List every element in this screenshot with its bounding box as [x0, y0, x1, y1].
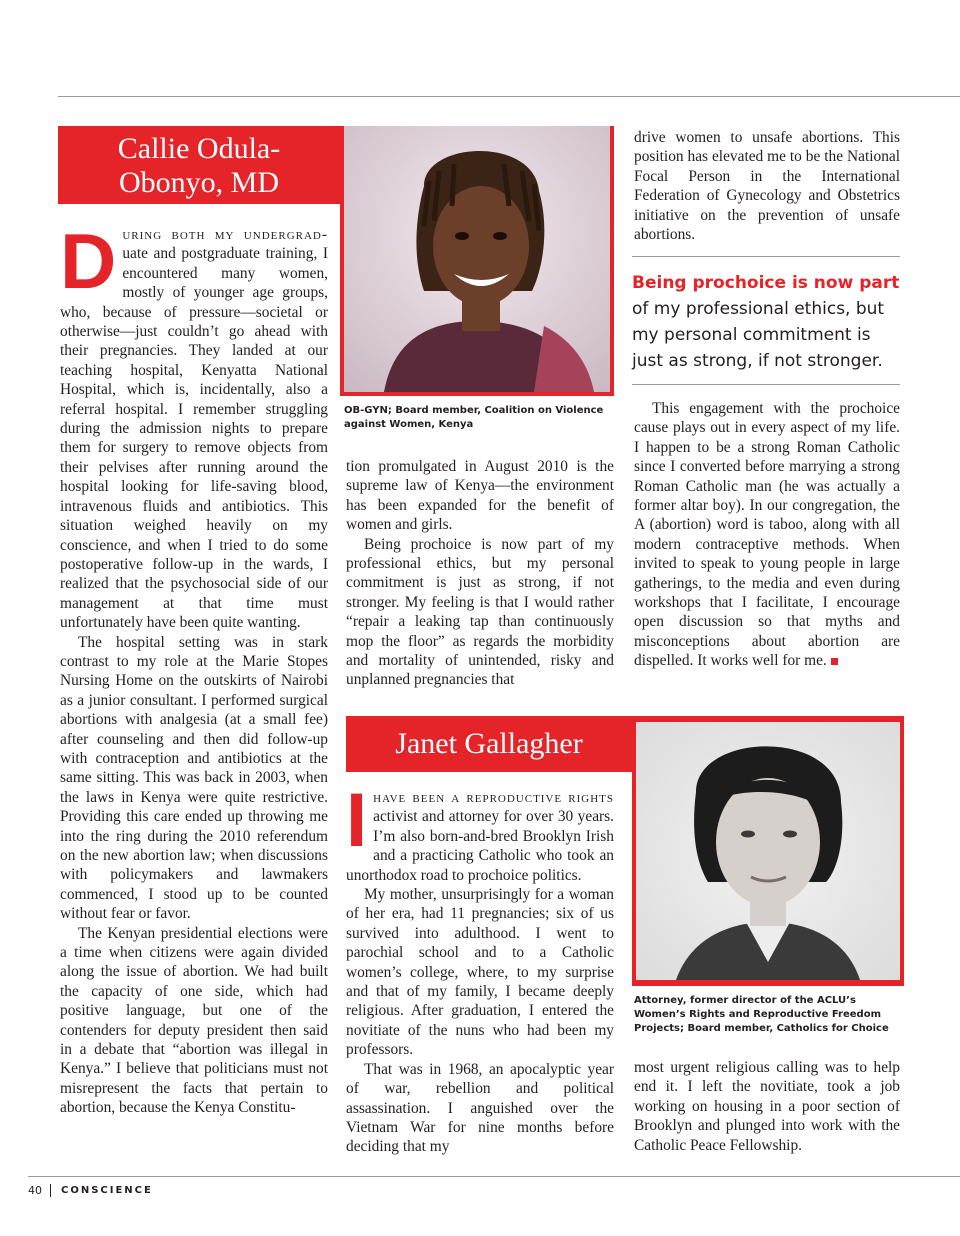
janet-photo	[636, 722, 900, 980]
end-mark-icon	[831, 658, 838, 665]
janet-paragraph-2: My mother, unsurprisingly for a woman of her era, had 11 pregnancies; six of us survived into adulthood. I went to parochial school and to a Catholic women’s college, where, to my surprise and that of my family, I became deeply religious. After graduation, I entered the novitiate of the nuns who had been my professors.	[346, 886, 614, 1059]
callie-dropcap: D	[60, 217, 117, 305]
pullquote-lead: Being prochoice is now part	[632, 273, 900, 293]
janet-name-box	[346, 716, 632, 772]
janet-caption: Attorney, former director of the ACLU’s Women’s Rights and Reproductive Freedom Projects; Board member, Catholics for Choice	[634, 995, 889, 1034]
callie-paragraph-2: The hospital setting was in stark contrast to my role at the Marie Stopes Nursing Home on the outskirts of Nairobi as a junior consultant. I performed surgical abortions with analgesia (at a small fee) after counseling and then did follow-up with contraception and antibiotics at the same sitting. This was back in 2003, when the laws in Kenya were quite restrictive. Providing this care ended up throwing me into the ring during the 2010 referendum on the new abortion law; when discussions with policymakers and lawmakers commenced, I stood up to be counted without fear or favor.	[60, 633, 328, 923]
top-rule	[58, 96, 960, 97]
callie-photo	[344, 126, 610, 392]
pullquote-text: of my professional ethics, but my personal commitment is just as strong, if not stronger.	[632, 299, 885, 371]
janet-name: Janet Gallagher	[395, 727, 583, 760]
pullquote	[632, 270, 900, 374]
callie-lead-smallcaps: uring both my undergrad-	[122, 226, 328, 243]
janet-paragraph-4: most urgent religious calling was to help end it. I left the novitiate, took a job working on housing in a poor section of Brooklyn and plunged into work with the Catholic Peace Fellowship.	[634, 1059, 900, 1154]
callie-name-line2: Obonyo, MD	[118, 166, 279, 199]
callie-paragraph-7: This engagement with the prochoice cause plays out in every aspect of my life. I happen to be a strong Roman Catholic since I converted before marrying a strong Roman Catholic man (he was actually a former altar boy). In our congregation, the A (abortion) word is taboo, along with all modern contraceptive methods. When invited to speak to young people in large gatherings, to the media and even during workshops that I facilitate, I encourage open discussion so that myths and misconceptions about abortion are dispelled. It works well for me.	[634, 400, 900, 670]
janet-dropcap: I	[346, 778, 368, 863]
janet-lead-smallcaps: have been a reproductive rights	[373, 789, 614, 806]
callie-caption: OB-GYN; Board member, Coalition on Violence against Women, Kenya	[344, 405, 604, 430]
page-number: 40	[28, 1184, 51, 1197]
pullquote-rule-bottom	[632, 384, 900, 385]
folio	[28, 1184, 153, 1197]
bottom-rule	[28, 1176, 960, 1177]
callie-paragraph-4: tion promulgated in August 2010 is the supreme law of Kenya—the environment has been expanded for the benefit of women and girls.	[346, 458, 614, 534]
callie-paragraph-3: The Kenyan presidential elections were a time when citizens were again divided along the issue of abortion. We had built the capacity of one side, which had positive language, but one of the contenders for deputy president then said in a debate that “abortion was illegal in Kenya.” I believe that politicians must not misrepresent the facts that pertain to abortion, because the Kenya Constitu-	[60, 924, 328, 1117]
callie-column-3-bottom	[634, 399, 900, 671]
janet-column-3	[634, 1058, 900, 1155]
callie-paragraph-6: drive women to unsafe abortions. This position has elevated me to be the National Focal Person in the International Federation of Gynecology and Obstetrics initiative on the prevention of unsafe abortions.	[634, 129, 900, 244]
pullquote-rule-top	[632, 256, 900, 257]
janet-column-2	[346, 778, 614, 1157]
janet-portrait-image	[636, 722, 900, 980]
magazine-name: CONSCIENCE	[61, 1185, 153, 1196]
callie-column-2	[346, 457, 614, 690]
janet-paragraph-3: That was in 1968, an apocalyptic year of war, rebellion and political assassination. I anguished over the Vietnam War for nine months before deciding that my	[346, 1060, 614, 1156]
callie-name-box	[58, 126, 340, 204]
callie-portrait-image	[344, 126, 610, 392]
callie-column-1	[60, 217, 328, 1118]
callie-column-3-top	[634, 128, 900, 244]
callie-paragraph-5: Being prochoice is now part of my professional ethics, but my personal commitment is just as strong, if not stronger. My feeling is that I would rather “repair a leaking tap than continuously mop the floor” as regards the morbidity and mortality of unintended, risky and unplanned pregnancies that	[346, 535, 614, 689]
callie-paragraph-1: uate and postgraduate training, I encountered many women, mostly of younger age groups, who, because of pressure—societal or otherwise—just couldn’t go ahead with their pregnancies. They landed at our teaching hospital, Kenyatta National Hospital, which is, incidentally, also a referral hospital. I remember struggling during the admission nights to prepare them for surgery to remove objects from their pelvises after running around the hospital looking for life-saving blood, intravenous fluids and antibiotics. This situation weighed heavily on my conscience, and when I tried to do some postoperative follow-up in the wards, I realized that the psychosocial side of our management at that time must unfortunately have been quite wanting.	[60, 245, 328, 632]
callie-name-line1: Callie Odula-	[117, 132, 281, 165]
janet-paragraph-1: activist and attorney for over 30 years. I’m also born-and-bred Brooklyn Irish and a practicing Catholic who took an unorthodox road to prochoice politics.	[346, 808, 614, 884]
